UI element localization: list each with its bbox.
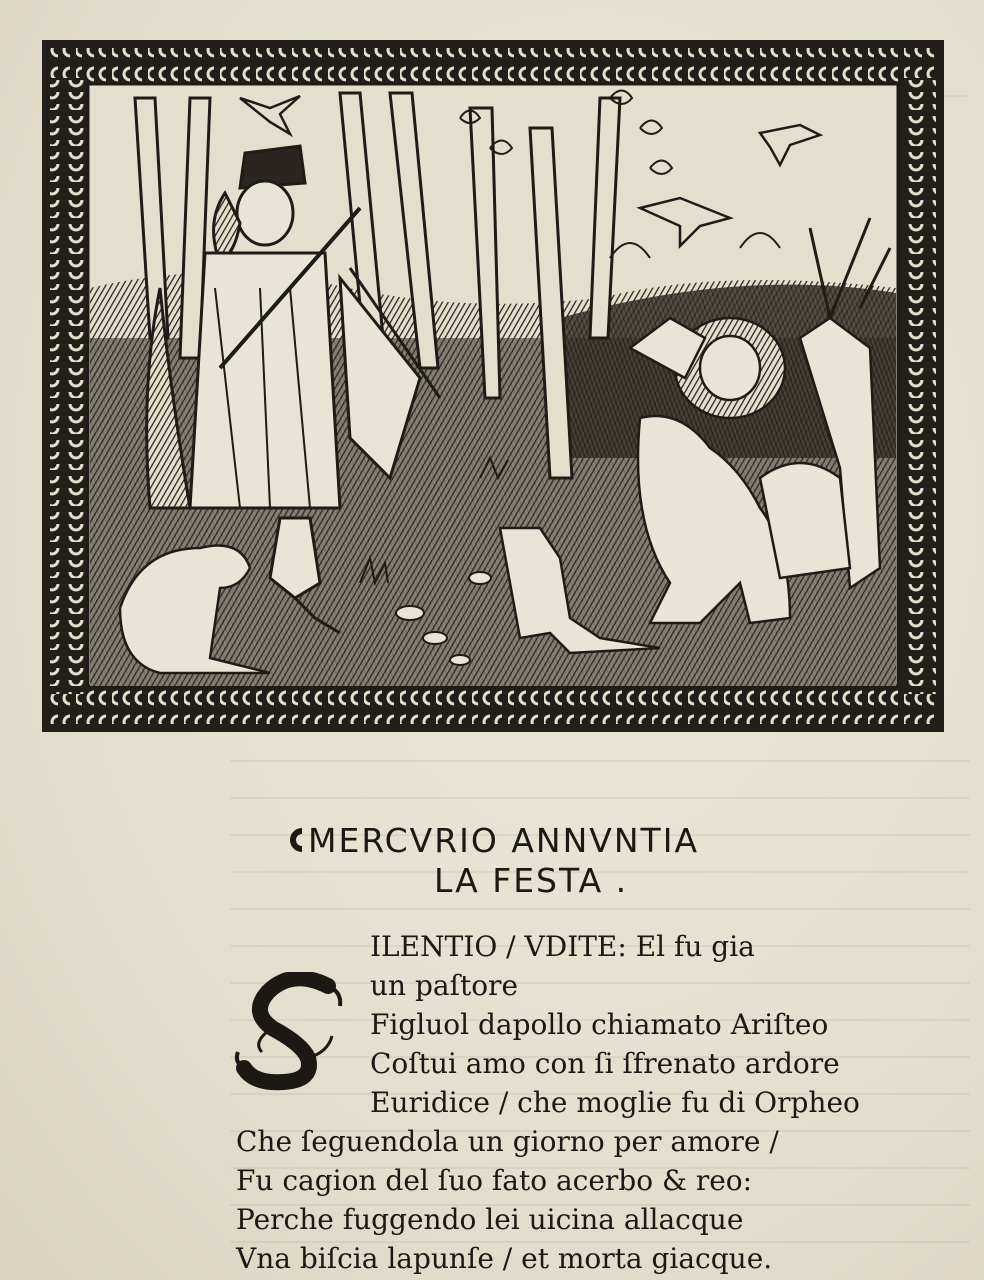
verse-line-8: Perche fuggendo lei uicina allacque	[236, 1203, 744, 1236]
verse-line-5: Euridice / che moglie fu di Orpheo	[370, 1086, 860, 1119]
verse-line-3: Figluol dapollo chiamato Ariſteo	[370, 1008, 829, 1041]
woodcut-illustration	[40, 38, 946, 734]
verse-line-2: un paſtore	[370, 969, 519, 1002]
decorated-initial-s	[232, 972, 360, 1092]
verse-line-6: Che ſeguendola un giorno per amore /	[236, 1125, 779, 1158]
heading-line-1	[286, 822, 699, 860]
heading-line-1-text: MERCVRIO ANNVNTIA	[308, 821, 700, 860]
verse-line-4: Coſtui amo con ſi ſfrenato ardore	[370, 1047, 840, 1080]
verse-line-9: Vna biſcia lapunſe / et morta giacque.	[236, 1242, 773, 1275]
woodcut-image	[40, 38, 946, 734]
verse-line-1: ILENTIO / VDITE: El fu gia	[370, 930, 755, 963]
verse-line-7: Fu cagion del ſuo fato acerbo & reo:	[236, 1164, 753, 1197]
pilcrow-icon	[286, 824, 306, 856]
heading-line-2: LA FESTA .	[434, 861, 629, 900]
initial-s-icon	[232, 972, 360, 1092]
